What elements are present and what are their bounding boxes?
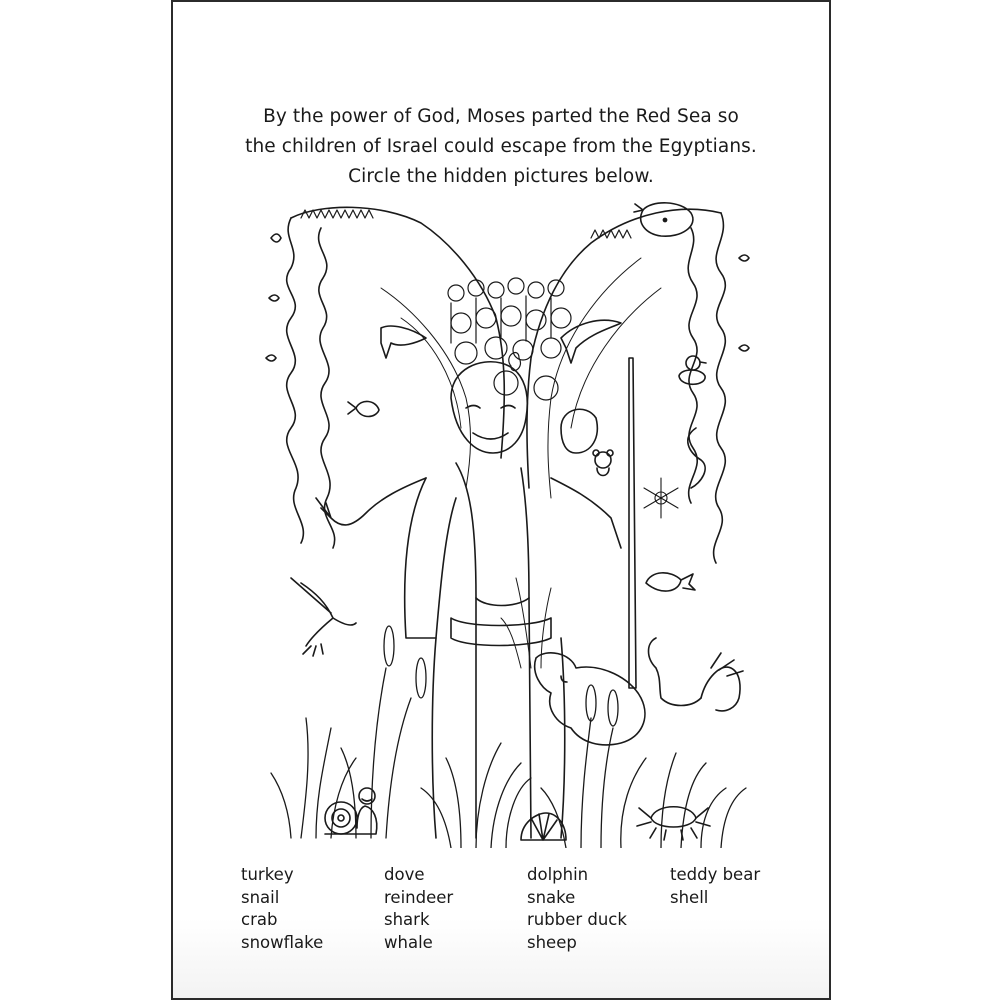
snowflake-drawing: [644, 478, 678, 518]
instructions-line-1: By the power of God, Moses parted the Red Sea so: [263, 106, 739, 127]
word-crab: crab: [241, 910, 278, 929]
word-shark: shark: [384, 910, 430, 929]
crab-drawing: [637, 807, 710, 840]
red-sea-illustration: [261, 198, 751, 848]
word-list-column-3: [527, 864, 670, 954]
crowd-of-israelites: [301, 210, 631, 400]
snail-drawing: [325, 788, 377, 834]
word-rubber-duck: rubber duck: [527, 910, 627, 929]
word-shell: shell: [670, 887, 709, 907]
word-whale: whale: [384, 932, 433, 952]
turkey-drawing: [649, 638, 744, 711]
word-snowflake: snowflake: [241, 932, 324, 952]
word-dove: dove: [384, 865, 425, 884]
word-turkey: turkey: [241, 865, 294, 884]
word-list-column-4: [670, 864, 813, 954]
shark-drawing: [381, 326, 426, 358]
fish-left-drawing: [348, 401, 379, 416]
hidden-pictures-word-list: [241, 864, 801, 954]
dove-drawing: [291, 578, 356, 656]
word-snake: snake: [527, 887, 576, 907]
right-water-wall: [527, 209, 749, 563]
word-sheep: sheep: [527, 932, 577, 952]
word-dolphin: dolphin: [527, 865, 589, 884]
moses-staff: [629, 358, 636, 688]
shell-drawing: [521, 813, 566, 840]
rubber-duck-drawing: [679, 356, 706, 384]
word-teddy-bear: teddy bear: [670, 865, 761, 884]
instructions-text: [173, 102, 829, 192]
woman-with-teddy-bear: [561, 409, 613, 475]
moses-figure: [316, 362, 621, 838]
fish-right-drawing: [646, 573, 695, 591]
word-snail: snail: [241, 887, 280, 907]
whale-drawing: [634, 203, 693, 236]
word-list-column-2: [384, 864, 527, 954]
coloring-page: [171, 0, 831, 1000]
word-reindeer: reindeer: [384, 887, 454, 907]
instructions-line-2: the children of Israel could escape from the Egyptians.: [245, 136, 757, 157]
teddy-bear-drawing: [595, 452, 611, 468]
word-list-column-1: [241, 864, 384, 954]
instructions-line-3: Circle the hidden pictures below.: [348, 166, 654, 187]
